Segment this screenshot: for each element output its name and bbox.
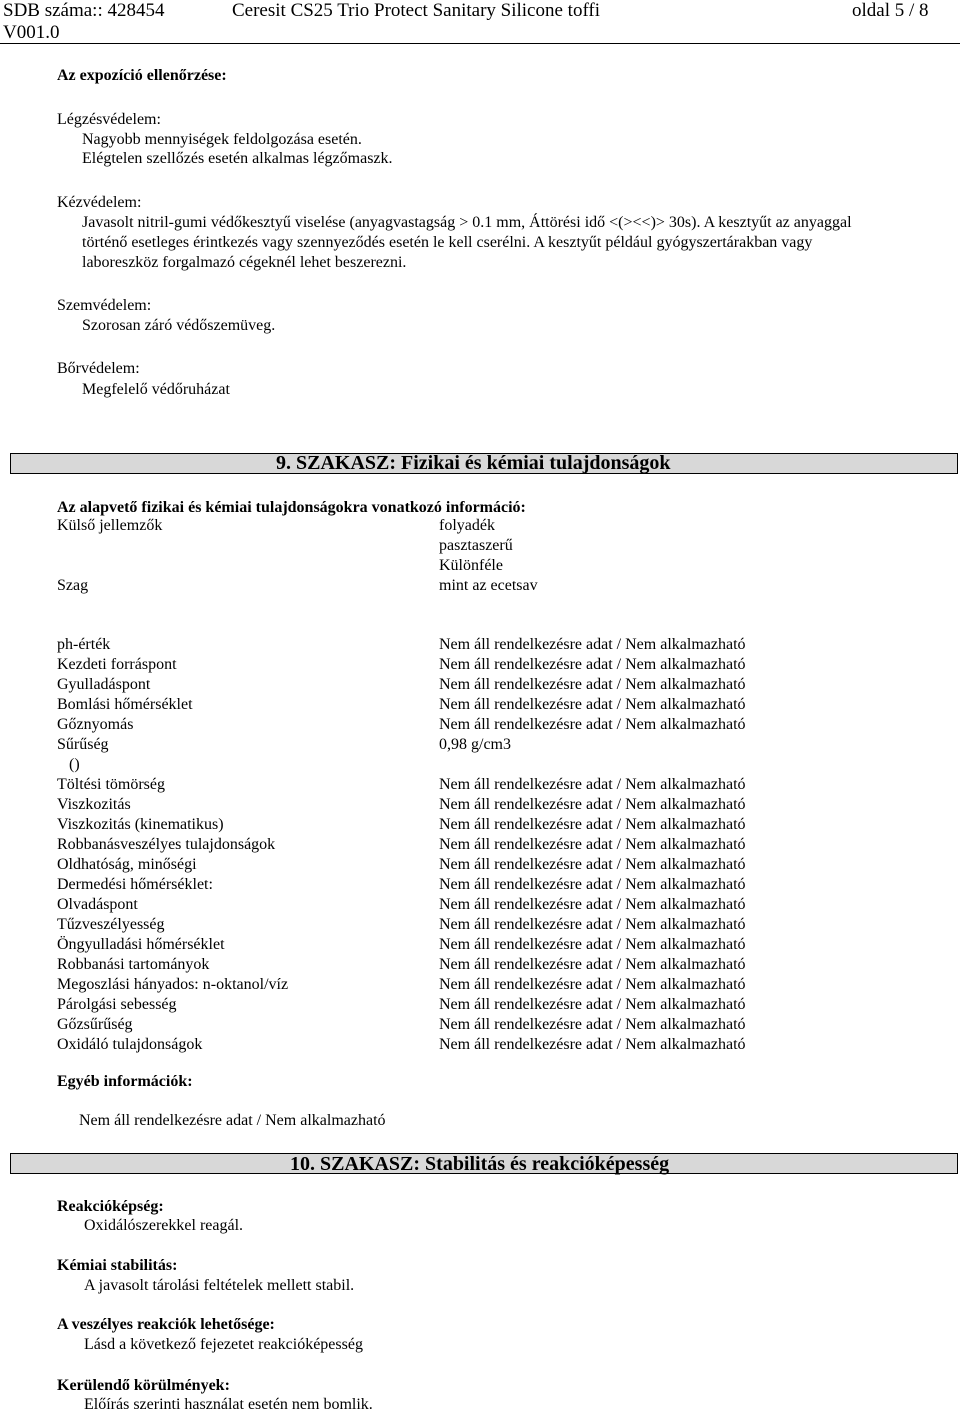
- property-label: Viszkozitás: [57, 796, 131, 813]
- property-label: Párolgási sebesség: [57, 996, 177, 1013]
- property-label: Gyulladáspont: [57, 676, 151, 693]
- reactivity-label: Reakcióképség:: [57, 1198, 164, 1215]
- property-value: Nem áll rendelkezésre adat / Nem alkalmazható: [439, 1036, 746, 1053]
- property-label: (): [57, 756, 80, 773]
- properties-list: [57, 635, 746, 1055]
- product-name: Ceresit CS25 Trio Protect Sanitary Silicone toffi: [232, 0, 601, 21]
- property-label: Oldhatóság, minőségi: [57, 856, 197, 873]
- odor-label: Szag: [57, 577, 89, 594]
- property-value: Nem áll rendelkezésre adat / Nem alkalmazható: [439, 996, 746, 1013]
- property-label: Robbanásveszélyes tulajdonságok: [57, 836, 276, 853]
- property-row: [57, 815, 746, 835]
- property-value: Nem áll rendelkezésre adat / Nem alkalmazható: [439, 636, 746, 653]
- property-label: Gőznyomás: [57, 716, 134, 733]
- property-label: Töltési tömörség: [57, 776, 165, 793]
- property-label: Sűrűség: [57, 736, 109, 753]
- property-value: Nem áll rendelkezésre adat / Nem alkalmazható: [439, 956, 746, 973]
- hazardous-reactions-text: Lásd a következő fejezetet reakcióképesség: [84, 1336, 363, 1353]
- respiratory-line: Elégtelen szellőzés esetén alkalmas légzőmaszk.: [82, 150, 393, 167]
- eye-label: Szemvédelem:: [57, 297, 152, 314]
- skin-text: Megfelelő védőruházat: [82, 381, 230, 398]
- respiratory-line: Nagyobb mennyiségek feldolgozása esetén.: [82, 131, 362, 148]
- property-label: Gőzsűrűség: [57, 1016, 133, 1033]
- exposure-title: Az expozíció ellenőrzése:: [57, 67, 227, 84]
- property-label: Tűzveszélyesség: [57, 916, 165, 933]
- property-value: Nem áll rendelkezésre adat / Nem alkalmazható: [439, 796, 746, 813]
- property-value: 0,98 g/cm3: [439, 736, 511, 753]
- property-row: [57, 715, 746, 735]
- property-label: Olvadáspont: [57, 896, 138, 913]
- appearance-label: Külső jellemzők: [57, 517, 163, 534]
- property-value: Nem áll rendelkezésre adat / Nem alkalmazható: [439, 656, 746, 673]
- property-row: [57, 775, 746, 795]
- property-label: Oxidáló tulajdonságok: [57, 1036, 203, 1053]
- eye-text: Szorosan záró védőszemüveg.: [82, 317, 276, 334]
- other-info-label: Egyéb információk:: [57, 1073, 193, 1090]
- property-value: Nem áll rendelkezésre adat / Nem alkalmazható: [439, 976, 746, 993]
- stability-text: A javasolt tárolási feltételek mellett stabil.: [84, 1277, 355, 1294]
- property-value: Nem áll rendelkezésre adat / Nem alkalmazható: [439, 896, 746, 913]
- property-row: [57, 935, 746, 955]
- property-row: [57, 995, 746, 1015]
- property-label: Dermedési hőmérséklet:: [57, 876, 213, 893]
- hand-line: Javasolt nitril-gumi védőkesztyű viselése (anyagvastagság > 0.1 mm, Áttörési idő <(><<)> 30s). A kesztyűt az anyaggal: [82, 214, 852, 231]
- conditions-to-avoid-label: Kerülendő körülmények:: [57, 1377, 230, 1394]
- property-value: Nem áll rendelkezésre adat / Nem alkalmazható: [439, 856, 746, 873]
- section-9-subtitle: Az alapvető fizikai és kémiai tulajdonságokra vonatkozó információ:: [57, 499, 526, 516]
- property-value: Nem áll rendelkezésre adat / Nem alkalmazható: [439, 916, 746, 933]
- stability-label: Kémiai stabilitás:: [57, 1257, 178, 1274]
- property-label: Bomlási hőmérséklet: [57, 696, 193, 713]
- property-label: ph-érték: [57, 636, 111, 653]
- property-row: [57, 735, 511, 755]
- respiratory-label: Légzésvédelem:: [57, 111, 161, 128]
- other-info-text: Nem áll rendelkezésre adat / Nem alkalmazható: [79, 1112, 386, 1129]
- appearance-value: Különféle: [439, 557, 503, 574]
- property-value: Nem áll rendelkezésre adat / Nem alkalmazható: [439, 936, 746, 953]
- version: V001.0: [3, 22, 60, 43]
- header-rule: [0, 43, 960, 44]
- property-row: [57, 895, 746, 915]
- property-row: [57, 1035, 746, 1055]
- property-row: [57, 915, 746, 935]
- property-label: Megoszlási hányados: n-oktanol/víz: [57, 976, 289, 993]
- property-label: Öngyulladási hőmérséklet: [57, 936, 225, 953]
- property-label: Kezdeti forráspont: [57, 656, 177, 673]
- skin-label: Bőrvédelem:: [57, 360, 140, 377]
- property-row: [57, 975, 746, 995]
- hand-label: Kézvédelem:: [57, 194, 142, 211]
- reactivity-text: Oxidálószerekkel reagál.: [84, 1217, 244, 1234]
- property-row: [57, 635, 746, 655]
- hazardous-reactions-label: A veszélyes reakciók lehetősége:: [57, 1316, 275, 1333]
- appearance-value: folyadék: [439, 517, 495, 534]
- page-number: oldal 5 / 8: [852, 0, 929, 21]
- property-value: Nem áll rendelkezésre adat / Nem alkalmazható: [439, 716, 746, 733]
- property-row: [57, 1015, 746, 1035]
- property-row: [57, 795, 746, 815]
- property-row: [57, 955, 746, 975]
- property-value: Nem áll rendelkezésre adat / Nem alkalmazható: [439, 876, 746, 893]
- appearance-value: pasztaszerű: [439, 537, 513, 554]
- sdb-number: SDB száma:: 428454: [3, 0, 165, 21]
- conditions-to-avoid-text: Előírás szerinti használat esetén nem bomlik.: [84, 1396, 373, 1413]
- property-value: Nem áll rendelkezésre adat / Nem alkalmazható: [439, 816, 746, 833]
- section-9-title: 9. SZAKASZ: Fizikai és kémiai tulajdonságok: [276, 452, 671, 474]
- odor-value: mint az ecetsav: [439, 577, 538, 594]
- property-row: [57, 675, 746, 695]
- property-value: Nem áll rendelkezésre adat / Nem alkalmazható: [439, 1016, 746, 1033]
- section-10-title: 10. SZAKASZ: Stabilitás és reakcióképesség: [290, 1153, 670, 1175]
- property-value: Nem áll rendelkezésre adat / Nem alkalmazható: [439, 776, 746, 793]
- property-value: Nem áll rendelkezésre adat / Nem alkalmazható: [439, 696, 746, 713]
- hand-line: történő esetleges érintkezés vagy szennyeződés esetén le kell cserélni. A kesztyűt például gyógyszertárakban vagy: [82, 234, 813, 251]
- property-label: Robbanási tartományok: [57, 956, 210, 973]
- property-row: [57, 875, 746, 895]
- property-value: Nem áll rendelkezésre adat / Nem alkalmazható: [439, 676, 746, 693]
- property-row: [57, 695, 746, 715]
- hand-line: laboreszköz forgalmazó cégeknél lehet beszerezni.: [82, 254, 407, 271]
- property-label: Viszkozitás (kinematikus): [57, 816, 224, 833]
- property-row: [57, 835, 746, 855]
- property-row: [57, 855, 746, 875]
- property-row: [57, 655, 746, 675]
- property-value: Nem áll rendelkezésre adat / Nem alkalmazható: [439, 836, 746, 853]
- property-row: [57, 755, 288, 775]
